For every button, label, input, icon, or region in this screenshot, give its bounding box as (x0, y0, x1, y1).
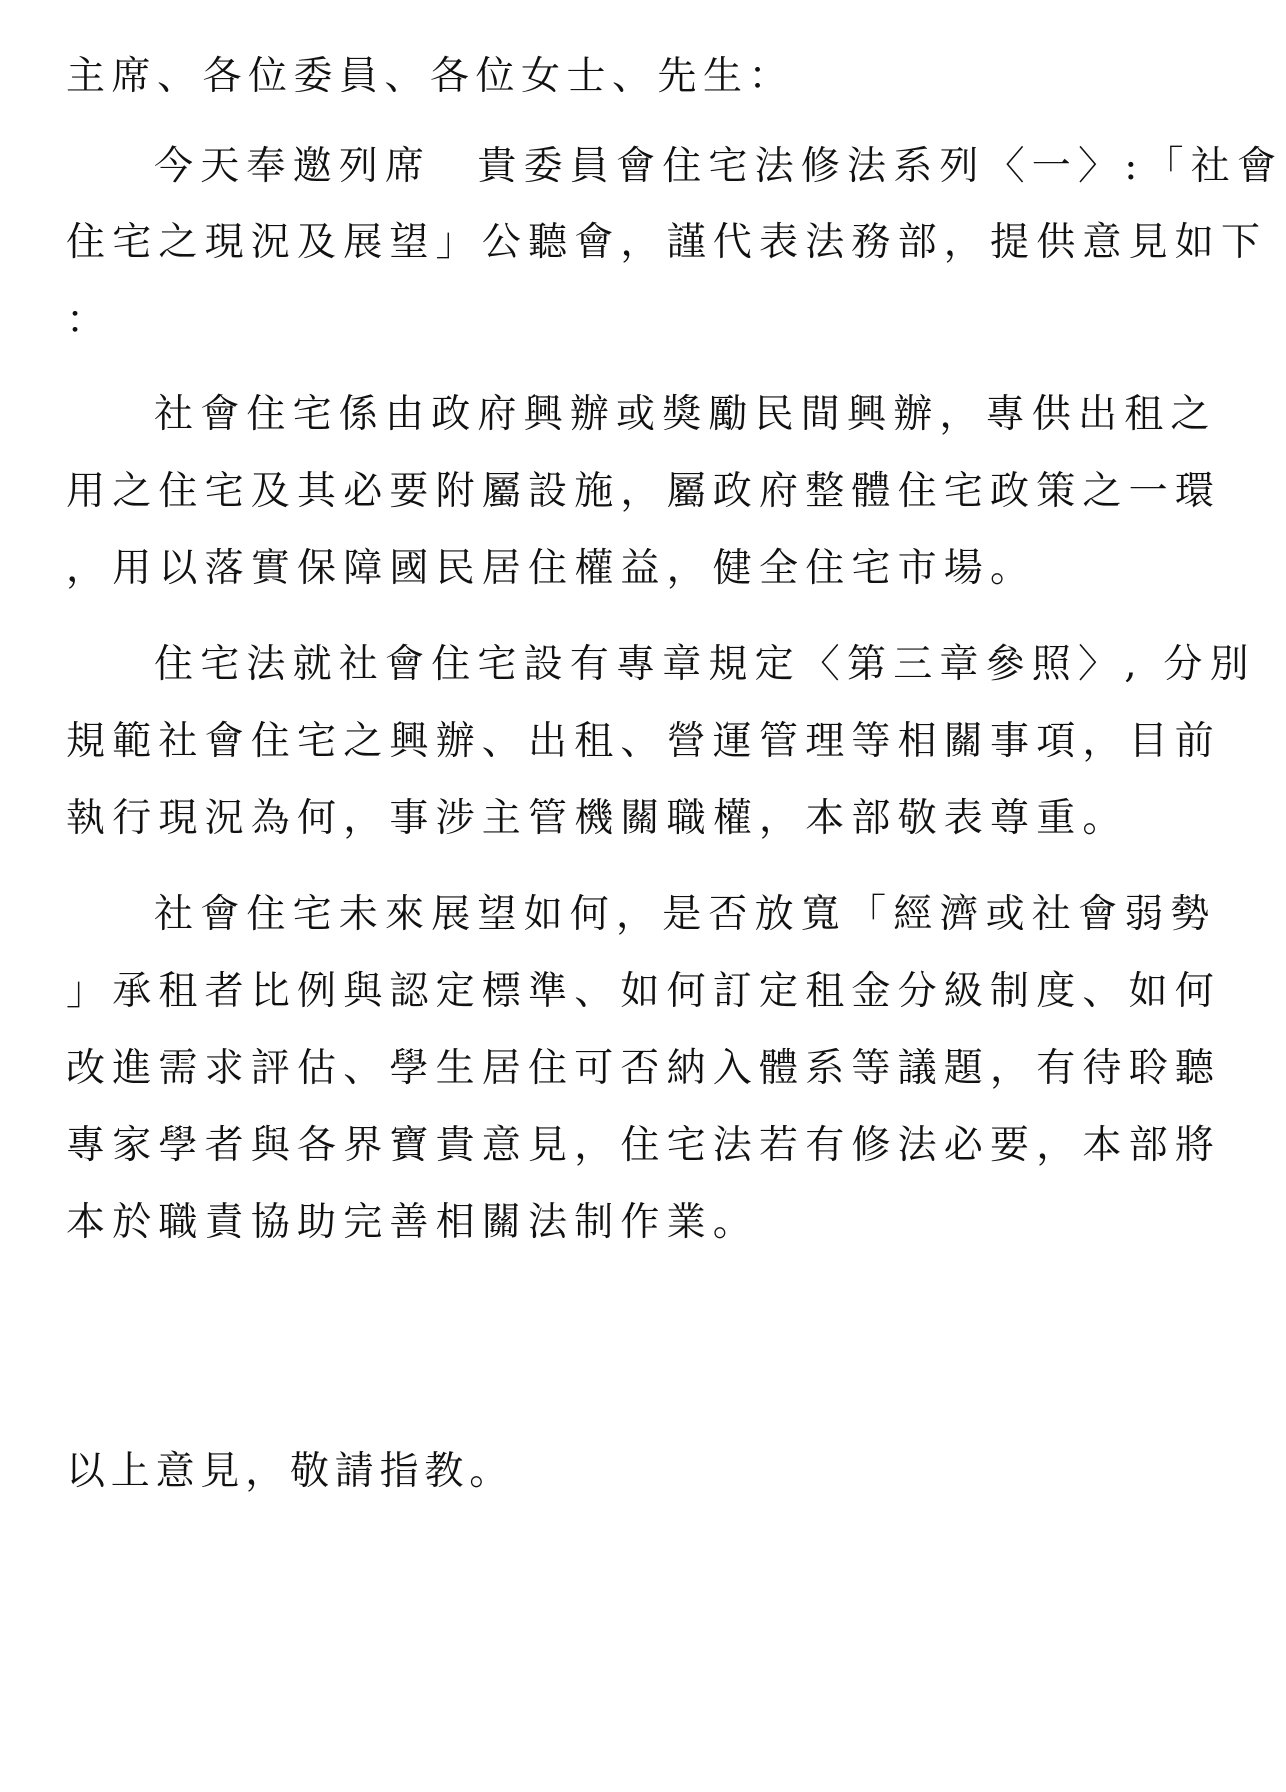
paragraph-1-line-3: ： (66, 298, 113, 343)
salutation: 主席、各位委員、各位女士、先生： (66, 54, 795, 99)
paragraph-4-line-4: 專家學者與各界寶貴意見，住宅法若有修法必要，本部將 (66, 1123, 1222, 1168)
paragraph-3-line-1: 住宅法就社會住宅設有專章規定〈第三章參照〉, 分別 (154, 642, 1256, 687)
paragraph-1-line-1: 今天奉邀列席 貴委員會住宅法修法系列〈一〉:「社會 (154, 144, 1284, 189)
paragraph-2-line-1: 社會住宅係由政府興辦或獎勵民間興辦，專供出租之 (154, 392, 1217, 437)
paragraph-1-line-2: 住宅之現況及展望」公聽會，謹代表法務部，提供意見如下 (66, 220, 1268, 265)
closing-remark: 以上意見，敬請指教。 (66, 1449, 515, 1494)
paragraph-3-line-3: 執行現況為何，事涉主管機關職權，本部敬表尊重。 (66, 796, 1129, 841)
paragraph-4-line-3: 改進需求評估、學生居住可否納入體系等議題，有待聆聽 (66, 1046, 1222, 1091)
paragraph-4-line-2: 」承租者比例與認定標準、如何訂定租金分級制度、如何 (66, 969, 1222, 1014)
paragraph-4-line-1: 社會住宅未來展望如何，是否放寬「經濟或社會弱勢 (154, 892, 1217, 937)
paragraph-2-line-2: 用之住宅及其必要附屬設施，屬政府整體住宅政策之一環 (66, 469, 1222, 514)
paragraph-2-line-3: ，用以落實保障國民居住權益，健全住宅市場。 (66, 546, 1037, 591)
paragraph-4-line-5: 本於職責協助完善相關法制作業。 (66, 1200, 760, 1245)
paragraph-3-line-2: 規範社會住宅之興辦、出租、營運管理等相關事項，目前 (66, 719, 1222, 764)
